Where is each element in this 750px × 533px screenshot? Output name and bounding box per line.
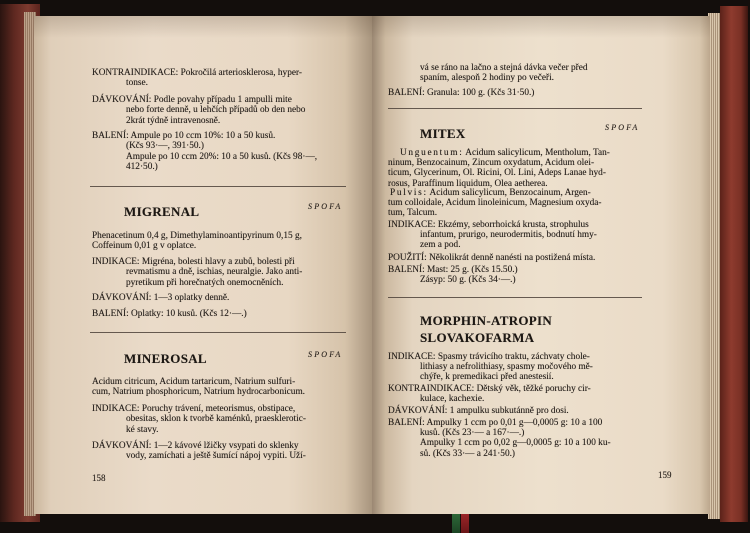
line-text: ninum, Benzocainum, Zincum oxydatum, Acidum olei- — [388, 158, 595, 169]
field-label: BALENÍ: — [388, 87, 425, 98]
field-label: DÁVKOVÁNÍ: — [388, 405, 448, 416]
contraindications-paragraph — [388, 384, 591, 405]
indications-paragraph — [388, 352, 593, 383]
section-divider — [388, 108, 642, 109]
contraindications-paragraph — [92, 68, 302, 89]
line-text: Oplatky: 10 kusů. (Kčs 12·—.) — [131, 308, 247, 319]
text-line — [92, 414, 306, 425]
drug-name-heading: MITEX — [420, 125, 466, 141]
line-text: obesitas, sklon k tvorbě kaménků, praesklerotic- — [126, 414, 306, 425]
text-line — [388, 384, 591, 394]
line-text: kulace, kachexie. — [420, 394, 485, 405]
indications-paragraph — [388, 220, 597, 251]
line-text: vody, zamíchati a ještě šumící nápoj vypiti. Uží- — [126, 451, 306, 462]
line-text: cum, Natrium phosphoricum, Natrium hydrocarbonicum. — [92, 387, 306, 398]
usage-paragraph — [388, 253, 595, 263]
text-line — [388, 168, 610, 178]
text-line — [92, 293, 229, 304]
text-line — [388, 73, 588, 83]
text-line — [92, 152, 317, 163]
line-text: nebo forte denně, u lehčích případů ob den nebo — [126, 105, 306, 116]
field-label: DÁVKOVÁNÍ: — [92, 292, 152, 303]
text-line — [388, 240, 597, 250]
line-text: chýře, k premedikaci před anestesií. — [420, 372, 554, 383]
field-label: BALENÍ: — [388, 264, 425, 275]
text-line — [92, 241, 302, 252]
text-line — [388, 88, 534, 98]
text-line — [92, 95, 305, 106]
text-line — [92, 377, 305, 388]
line-text: Acidum citricum, Acidum tartaricum, Natrium sulfuri- — [92, 376, 296, 387]
field-label: DÁVKOVÁNÍ: — [92, 440, 152, 451]
line-text: 412·50.) — [126, 162, 158, 173]
section-divider — [90, 332, 346, 333]
text-line — [92, 131, 317, 142]
text-line — [92, 141, 317, 152]
bookmark-ribbon-green — [452, 512, 460, 533]
field-label: KONTRAINDIKACE: — [92, 67, 179, 78]
packaging-paragraph — [92, 131, 317, 173]
text-line — [92, 68, 302, 79]
indications-paragraph — [92, 404, 306, 436]
line-text: infantum, prurigo, neurodermitis, bodnutí hmy- — [420, 230, 597, 241]
drug-name-heading: MORPHIN-ATROPIN — [420, 313, 553, 328]
line-text: tonse. — [126, 78, 148, 89]
text-line — [388, 428, 611, 438]
text-line — [388, 394, 591, 404]
drug-name-heading: MIGRENAL — [124, 203, 200, 219]
powder-composition-paragraph — [388, 188, 602, 219]
field-label: BALENÍ: — [92, 308, 129, 319]
composition-paragraph — [92, 231, 302, 252]
line-text: revmatismu a dně, ischias, neuralgie. Jako anti- — [126, 267, 303, 278]
text-line — [92, 105, 305, 116]
line-text: pyretikum při horečnatých onemocněních. — [126, 277, 284, 288]
packaging-paragraph — [92, 309, 247, 320]
field-label: POUŽITÍ: — [388, 252, 427, 263]
line-text: 2krát týdně intravenosně. — [126, 115, 221, 126]
text-line — [388, 406, 569, 416]
text-line — [388, 230, 597, 240]
line-text: (Kčs 93·—, 391·50.) — [126, 141, 204, 152]
packaging-paragraph — [388, 418, 611, 459]
packaging-paragraph — [388, 88, 534, 98]
field-label: BALENÍ: — [388, 417, 425, 428]
line-text: Granula: 100 g. (Kčs 31·50.) — [427, 87, 535, 98]
text-line — [388, 158, 610, 168]
line-text: 1 ampulku subkutánně pro dosi. — [449, 405, 569, 416]
line-text: vá se ráno na lačno a stejná dávka večer před — [420, 62, 588, 73]
section-divider — [388, 297, 642, 298]
text-line — [388, 418, 611, 428]
text-line — [388, 253, 595, 263]
text-line — [92, 257, 302, 268]
line-text: Poruchy trávení, meteorismus, obstipace, — [141, 403, 296, 414]
page-number: 159 — [658, 470, 672, 480]
page-number: 158 — [92, 473, 106, 483]
bookmark-ribbon-red — [461, 512, 469, 533]
manufacturer-label: SPOFA — [308, 202, 343, 211]
right-page — [372, 16, 710, 514]
line-text: Acidum salicylicum, Benzocainum, Argen- — [429, 187, 591, 198]
text-line — [92, 116, 305, 127]
left-page — [34, 16, 372, 514]
line-text: lithiasy a nefrolithiasy, spasmy močového mě- — [420, 362, 593, 373]
field-label: KONTRAINDIKACE: — [388, 383, 475, 394]
field-label: Pulvis: — [390, 187, 428, 198]
line-text: rosus, Paraffinum liquidum, Olea aetherea. — [388, 178, 548, 189]
field-label: INDIKACE: — [388, 219, 436, 230]
text-line — [388, 372, 593, 382]
line-text: spaním, alespoň 2 hodiny po večeři. — [420, 73, 555, 84]
dosage-paragraph — [92, 95, 305, 127]
line-text: Ampule po 10 ccm 10%: 10 a 50 kusů. — [130, 130, 276, 141]
dosage-paragraph — [92, 441, 306, 462]
line-text: Pokročilá arteriosklerosa, hyper- — [180, 67, 302, 78]
line-text: Několikrát denně nanésti na postižená místa. — [429, 252, 596, 263]
text-line — [388, 188, 602, 198]
text-line — [92, 404, 306, 415]
line-text: Ekzémy, seborrhoická krusta, strophulus — [437, 219, 589, 230]
text-line — [92, 309, 247, 320]
line-text: 1—3 oplatky denně. — [153, 292, 230, 303]
manufacturer-label: SLOVAKOFARMA — [420, 330, 535, 345]
text-line — [388, 220, 597, 230]
text-line — [388, 265, 518, 275]
line-text: Ampulky 1 ccm po 0,01 g—0,0005 g: 10 a 100 — [426, 417, 603, 428]
line-text: Mast: 25 g. (Kčs 15.50.) — [427, 264, 518, 275]
manufacturer-label: SPOFA — [605, 123, 640, 132]
indications-paragraph — [92, 257, 302, 289]
text-line — [92, 267, 302, 278]
field-label: INDIKACE: — [92, 256, 140, 267]
text-line — [388, 449, 611, 459]
text-line — [388, 198, 602, 208]
line-text: Coffeinum 0,01 g v oplatce. — [92, 241, 197, 252]
line-text: Ampulky 1 ccm po 0,02 g—0,0005 g: 10 a 100 ku- — [420, 438, 611, 449]
drug-name-heading: MINEROSAL — [124, 350, 207, 366]
ointment-composition-paragraph — [388, 148, 610, 189]
field-label: INDIKACE: — [92, 403, 140, 414]
text-line — [388, 208, 602, 218]
line-text: sů. (Kčs 33·— a 241·50.) — [420, 448, 516, 459]
line-text: Ampule po 10 ccm 20%: 10 a 50 kusů. (Kčs 98·—, — [126, 151, 318, 162]
text-line — [388, 362, 593, 372]
line-text: Zásyp: 50 g. (Kčs 34·—.) — [420, 275, 516, 286]
line-text: ké stavy. — [126, 424, 159, 435]
line-text: zem a pod. — [420, 240, 461, 251]
text-line — [92, 78, 302, 89]
line-text: Phenacetinum 0,4 g, Dimethylaminoantipyrinum 0,15 g, — [92, 230, 302, 241]
field-label: INDIKACE: — [388, 351, 436, 362]
composition-paragraph — [92, 377, 305, 398]
section-divider — [90, 186, 346, 187]
text-line — [92, 162, 317, 173]
text-line — [388, 275, 518, 285]
line-text: Acidum salicylicum, Mentholum, Tan- — [465, 147, 610, 158]
line-text: Spasmy trávicího traktu, záchvaty chole- — [437, 351, 590, 362]
packaging-paragraph — [388, 265, 518, 286]
field-label: BALENÍ: — [92, 130, 129, 141]
line-text: tum, Talcum. — [388, 208, 438, 219]
text-line — [92, 278, 302, 289]
dosage-continued-paragraph — [388, 63, 588, 84]
line-text: Dětský věk, těžké poruchy cir- — [476, 383, 591, 394]
text-line — [92, 387, 305, 398]
text-line — [92, 441, 306, 452]
line-text: 1—2 kávové lžičky vsypati do sklenky — [153, 440, 299, 451]
text-line — [388, 352, 593, 362]
line-text: ticum, Glycerinum, Ol. Ricini, Ol. Lini, Adeps Lanae hyd- — [388, 168, 606, 179]
line-text: Migréna, bolesti hlavy a zubů, bolesti při — [141, 256, 295, 267]
text-line — [92, 425, 306, 436]
text-line — [388, 63, 588, 73]
field-label: DÁVKOVÁNÍ: — [92, 94, 152, 105]
text-line — [92, 451, 306, 462]
field-label: Unguentum: — [400, 147, 464, 158]
line-text: kusů. (Kčs 23·— a 167·—.) — [420, 428, 525, 439]
dosage-paragraph — [92, 293, 229, 304]
text-line — [388, 148, 610, 158]
dosage-paragraph — [388, 406, 569, 416]
manufacturer-label: SPOFA — [308, 350, 343, 359]
text-line — [92, 231, 302, 242]
line-text: tum colloidale, Acidum linoleinicum, Magnesium oxyda- — [388, 198, 602, 209]
text-line — [388, 438, 611, 448]
book-cover-right — [720, 6, 748, 522]
line-text: Podle povahy případu 1 ampulli mite — [153, 94, 292, 105]
